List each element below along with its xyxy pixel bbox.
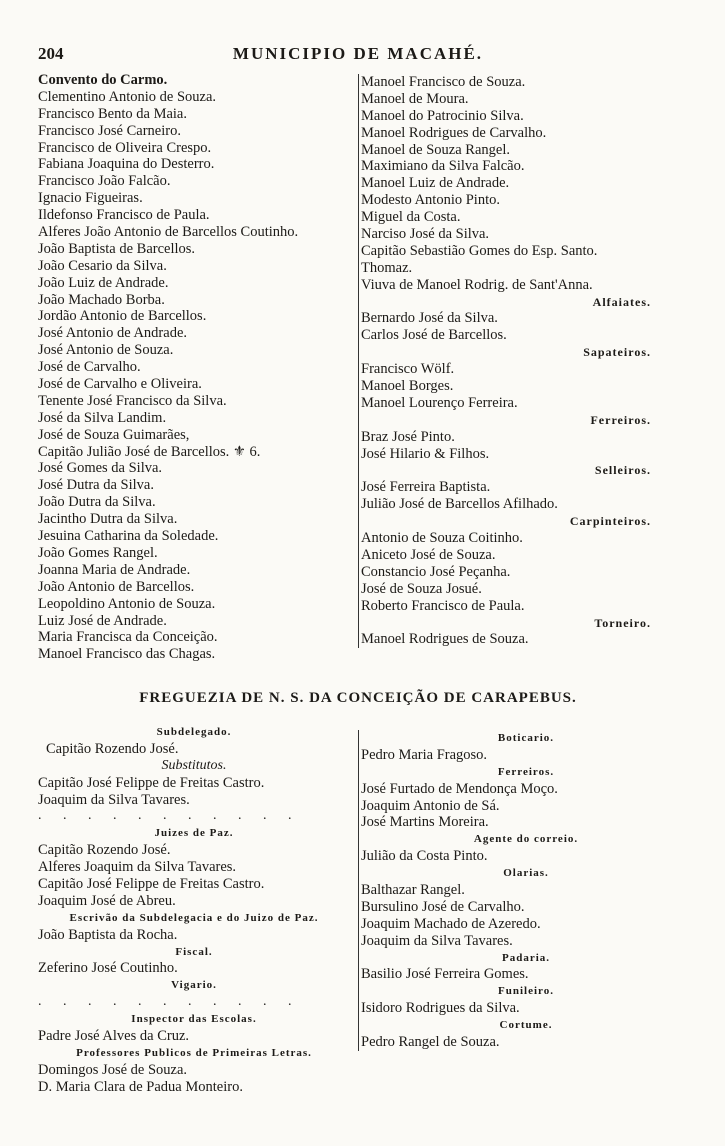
- correio: Julião da Costa Pinto.: [361, 848, 488, 865]
- resident-entry: José de Souza Guimarães,: [38, 426, 190, 443]
- resident-entry: Maximiano da Silva Falcão.: [361, 158, 525, 175]
- resident-entry: Jesuina Catharina da Soledade.: [38, 528, 219, 545]
- resident-entry: José de Carvalho.: [38, 359, 141, 376]
- resident-entry: João Dutra da Silva.: [38, 494, 156, 511]
- carpenter-entry: José de Souza Josué.: [361, 580, 482, 597]
- pottery-entry: Bursulino José de Carvalho.: [361, 898, 525, 915]
- carpenter-entry: Roberto Francisco de Paula.: [361, 597, 525, 614]
- resident-entry: José Dutra da Silva.: [38, 477, 154, 494]
- heading-selleiros: Selleiros.: [594, 463, 651, 478]
- substitute-entry: Joaquim da Silva Tavares.: [38, 791, 190, 808]
- resident-entry: Alferes João Antonio de Barcellos Coutinho.: [38, 224, 299, 241]
- heading-inspector: Inspector das Escolas.: [131, 1013, 257, 1026]
- resident-entry: Jordão Antonio de Barcellos.: [38, 308, 207, 325]
- heading-vigario: Vigario.: [171, 979, 217, 992]
- blacksmith-entry: Braz José Pinto.: [361, 428, 455, 445]
- saddler-entry: Julião José de Barcellos Afilhado.: [361, 496, 558, 513]
- shoemaker-entry: Manoel Borges.: [361, 378, 454, 395]
- heading-carpinteiros: Carpinteiros.: [569, 514, 651, 529]
- cortume: Pedro Rangel de Souza.: [361, 1034, 500, 1051]
- resident-entry: João Luiz de Andrade.: [38, 274, 169, 291]
- resident-entry: João Cesario da Silva.: [38, 257, 167, 274]
- right-column-2: [358, 730, 691, 1051]
- resident-entry: Capitão Sebastião Gomes do Esp. Santo.: [361, 242, 598, 259]
- pottery-entry: Balthazar Rangel.: [361, 882, 465, 899]
- fiscal: Zeferino José Coutinho.: [38, 960, 178, 977]
- substitute-entry: Capitão José Felippe de Freitas Castro.: [38, 774, 265, 791]
- heading-subdelegado: Subdelegado.: [156, 726, 232, 738]
- resident-entry: Ildefonso Francisco de Paula.: [38, 207, 210, 224]
- judge-entry: Capitão José Felippe de Freitas Castro.: [38, 876, 265, 893]
- boticario: Pedro Maria Fragoso.: [361, 746, 488, 763]
- resident-entry: Manoel do Patrocinio Silva.: [361, 107, 524, 124]
- resident-entry: José Gomes da Silva.: [38, 460, 163, 477]
- pottery-entry: Joaquim Machado de Azeredo.: [361, 915, 541, 932]
- left-column-2: [38, 724, 350, 1096]
- page-header: [38, 44, 678, 68]
- resident-entry: Manoel de Moura.: [361, 90, 469, 107]
- resident-entry: João Machado Borba.: [38, 291, 165, 308]
- heading-ferreiros-2: Ferreiros.: [497, 765, 555, 778]
- heading-ferreiros: Ferreiros.: [590, 412, 651, 427]
- dots-separator: . . . . . . . . . . .: [38, 994, 301, 1010]
- judge-entry: Alferes Joaquim da Silva Tavares.: [38, 859, 237, 876]
- funileiro: Isidoro Rodrigues da Silva.: [361, 1000, 520, 1017]
- resident-entry: Ignacio Figueiras.: [38, 190, 143, 207]
- saddler-entry: José Ferreira Baptista.: [361, 479, 491, 496]
- heading-substitutos: Substitutos.: [161, 757, 227, 773]
- resident-entry: Leopoldino Antonio de Souza.: [38, 595, 216, 612]
- resident-entry: José da Silva Landim.: [38, 409, 167, 426]
- resident-entry: Jacintho Dutra da Silva.: [38, 511, 178, 528]
- heading-sapateiros: Sapateiros.: [583, 345, 651, 360]
- resident-entry: Manoel de Souza Rangel.: [361, 141, 510, 158]
- heading-professores: Professores Publicos de Primeiras Letras.: [76, 1046, 312, 1059]
- blacksmith-entry: José Furtado de Mendonça Moço.: [361, 780, 558, 797]
- resident-entry: Manoel Luiz de Andrade.: [361, 175, 510, 192]
- resident-entry: Maria Francisca da Conceição.: [38, 629, 218, 646]
- resident-entry: Francisco José Carneiro.: [38, 122, 181, 139]
- resident-entry: Manoel Francisco de Souza.: [361, 74, 526, 90]
- resident-entry: João Gomes Rangel.: [38, 544, 158, 561]
- blacksmith-entry: Joaquim Antonio de Sá.: [361, 797, 500, 814]
- tailor-entry: Bernardo José da Silva.: [361, 310, 498, 327]
- resident-entry: Francisco João Falcão.: [38, 173, 171, 190]
- heading-padaria: Padaria.: [501, 951, 551, 964]
- resident-entry: Francisco de Oliveira Crespo.: [38, 139, 212, 156]
- heading-fiscal: Fiscal.: [175, 945, 213, 958]
- resident-entry: José de Carvalho e Oliveira.: [38, 376, 202, 393]
- resident-entry: Manoel Francisco das Chagas.: [38, 646, 216, 663]
- resident-entry: José Antonio de Andrade.: [38, 325, 188, 342]
- subdelegado: Capitão Rozendo José.: [46, 740, 179, 757]
- resident-entry: João Antonio de Barcellos.: [38, 578, 195, 595]
- resident-entry: Convento do Carmo.: [38, 72, 168, 88]
- page-number: 204: [38, 44, 64, 63]
- tailor-entry: Carlos José de Barcellos.: [361, 327, 507, 344]
- padaria: Basilio José Ferreira Gomes.: [361, 966, 529, 983]
- teacher-entry: D. Maria Clara de Padua Monteiro.: [38, 1078, 243, 1095]
- resident-entry: Viuva de Manoel Rodrig. de Sant'Anna.: [361, 276, 593, 293]
- resident-entry: João Baptista de Barcellos.: [38, 240, 196, 257]
- heading-escrivao: Escrivão da Subdelegacia e do Juizo de Paz.: [69, 911, 319, 924]
- judge-entry: Joaquim José de Abreu.: [38, 892, 176, 909]
- blacksmith-entry: José Martins Moreira.: [361, 814, 489, 831]
- resident-entry: José Antonio de Souza.: [38, 342, 174, 359]
- heading-torneiro: Torneiro.: [594, 615, 651, 630]
- heading-juizes: Juizes de Paz.: [154, 827, 234, 840]
- carpenter-entry: Aniceto José de Souza.: [361, 546, 496, 563]
- heading-alfaiates: Alfaiates.: [592, 294, 651, 309]
- resident-entry: Narciso José da Silva.: [361, 226, 490, 243]
- heading-olarias: Olarias.: [503, 867, 549, 880]
- heading-boticario: Boticario.: [497, 732, 555, 744]
- resident-entry: Thomaz.: [361, 259, 413, 276]
- resident-entry: Luiz José de Andrade.: [38, 612, 167, 629]
- escrivao: João Baptista da Rocha.: [38, 926, 178, 943]
- shoemaker-entry: Francisco Wölf.: [361, 361, 455, 378]
- teacher-entry: Domingos José de Souza.: [38, 1061, 188, 1078]
- blacksmith-entry: José Hilario & Filhos.: [361, 445, 490, 462]
- shoemaker-entry: Manoel Lourenço Ferreira.: [361, 394, 518, 411]
- resident-entry: Fabiana Joaquina do Desterro.: [38, 156, 215, 173]
- section-title: FREGUEZIA DE N. S. DA CONCEIÇÃO DE CARAPEBUS.: [139, 690, 577, 706]
- inspector: Padre José Alves da Cruz.: [38, 1028, 190, 1045]
- judge-entry: Capitão Rozendo José.: [38, 842, 171, 859]
- resident-entry: Miguel da Costa.: [361, 209, 461, 226]
- page-title: MUNICIPIO DE MACAHÉ.: [232, 44, 484, 63]
- dots-separator: . . . . . . . . . . .: [38, 808, 301, 824]
- left-column-1: [38, 72, 350, 663]
- pottery-entry: Joaquim da Silva Tavares.: [361, 932, 513, 949]
- resident-entry: Clementino Antonio de Souza.: [38, 88, 217, 105]
- resident-entry: Manoel Rodrigues de Carvalho.: [361, 124, 547, 141]
- carpenter-entry: Antonio de Souza Coitinho.: [361, 530, 523, 547]
- resident-entry: Modesto Antonio Pinto.: [361, 192, 500, 209]
- resident-entry: Tenente José Francisco da Silva.: [38, 392, 227, 409]
- resident-entry: Joanna Maria de Andrade.: [38, 561, 191, 578]
- heading-correio: Agente do correio.: [473, 833, 579, 846]
- heading-funileiro: Funileiro.: [498, 985, 554, 998]
- heading-cortume: Cortume.: [499, 1019, 553, 1032]
- resident-entry: Francisco Bento da Maia.: [38, 105, 187, 122]
- resident-entry: Capitão Julião José de Barcellos. ⚜ 6.: [38, 443, 261, 460]
- right-column-1: [358, 74, 691, 648]
- carpenter-entry: Constancio José Peçanha.: [361, 563, 511, 580]
- turner-entry: Manoel Rodrigues de Souza.: [361, 631, 529, 648]
